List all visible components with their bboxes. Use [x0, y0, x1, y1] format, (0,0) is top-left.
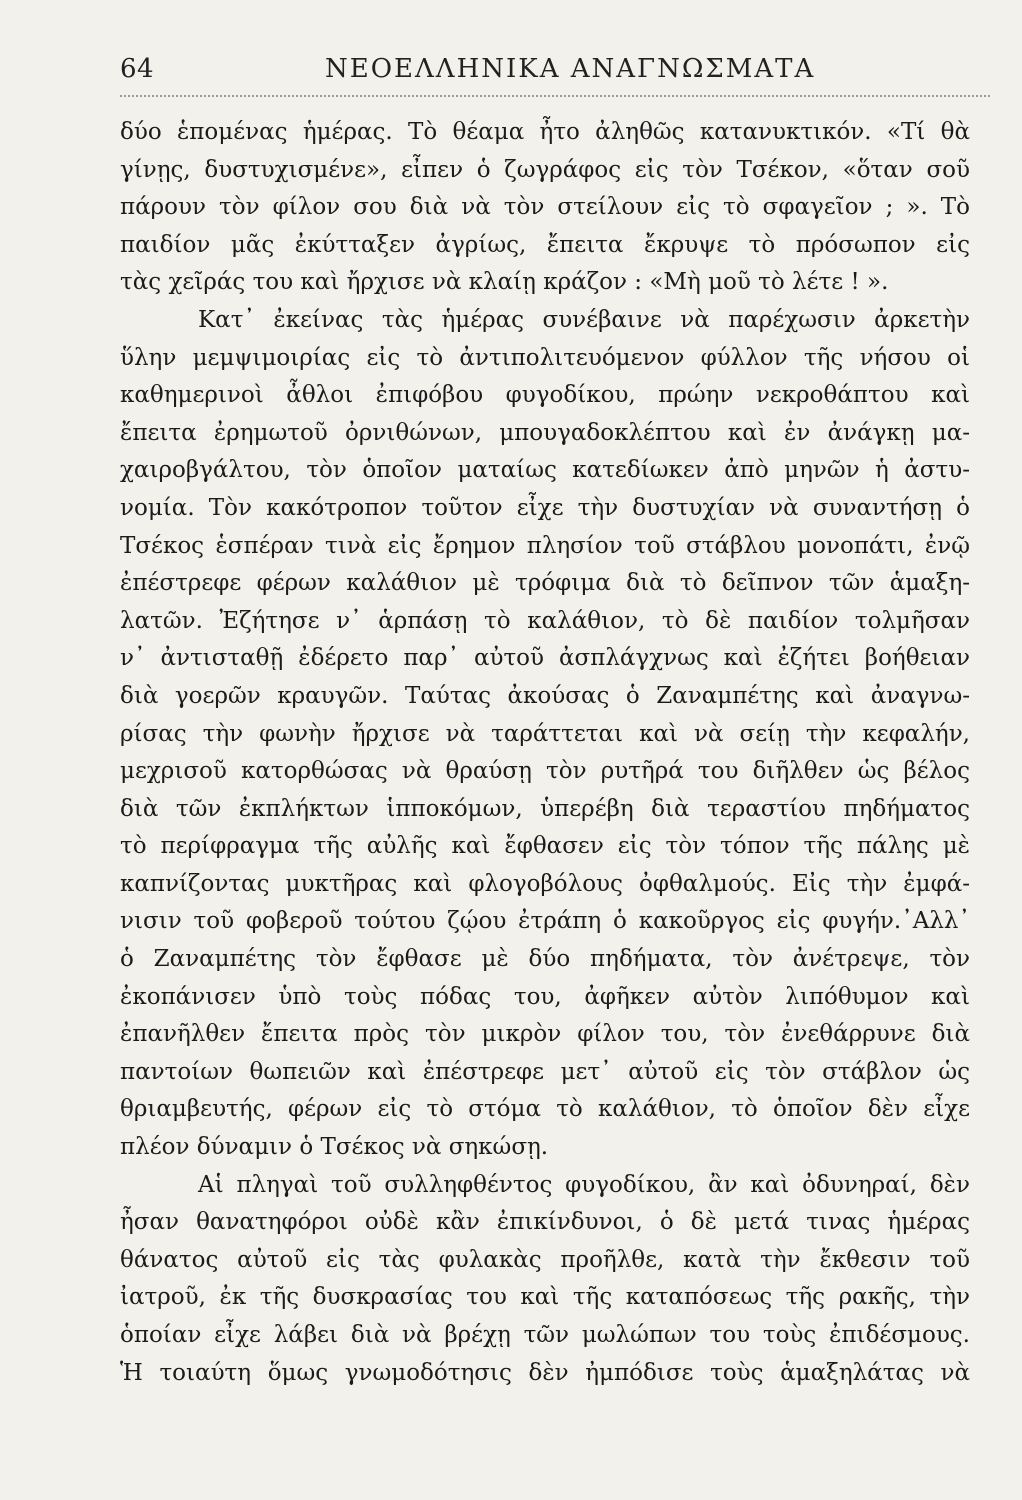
page-header [120, 48, 990, 92]
text-line: ἐπέστρεφε φέρων καλάθιον μὲ τρόφιμα διὰ τὸ δεῖπνον τῶν ἁμαξη- [120, 570, 970, 597]
text-line: νομία. Τὸν κακότροπον τοῦτον εἶχε τὴν δυστυχίαν νὰ συναντήσῃ ὁ [120, 494, 970, 521]
text-line: ὕλην μεμψιμοιρίας εἰς τὸ ἀντιπολιτευόμενον φύλλον τῆς νήσου οἱ [120, 344, 970, 371]
text-line: παιδίον μᾶς ἐκύτταξεν ἀγρίως, ἔπειτα ἔκρυψε τὸ πρόσωπον εἰς [120, 231, 970, 258]
text-line: μεχρισοῦ κατορθώσας νὰ θραύσῃ τὸν ρυτῆρά του διῆλθεν ὡς βέλος [120, 758, 970, 785]
page-number: 64 [120, 54, 155, 84]
text-line: λατῶν. Ἐζήτησε ν᾽ ἁρπάσῃ τὸ καλάθιον, τὸ δὲ παιδίον τολμῆσαν [120, 607, 970, 634]
text-line: πάρουν τὸν φίλον σου διὰ νὰ τὸν στείλουν εἰς τὸ σφαγεῖον ; ». Τὸ [120, 194, 970, 221]
text-line: ἐπανῆλθεν ἔπειτα πρὸς τὸν μικρὸν φίλον του, τὸν ἐνεθάρρυνε διὰ [120, 1021, 970, 1048]
text-line: ὁποίαν εἶχε λάβει διὰ νὰ βρέχῃ τῶν μωλώπων του τοὺς ἐπιδέσμους. [120, 1322, 970, 1348]
text-line: παντοίων θωπειῶν καὶ ἐπέστρεφε μετ᾽ αὐτοῦ εἰς τὸν στάβλον ὡς [120, 1058, 970, 1085]
text-line: ἐκοπάνισεν ὑπὸ τοὺς πόδας του, ἀφῆκεν αὐτὸν λιπόθυμον καὶ [120, 983, 970, 1010]
text-line: ρίσας τὴν φωνὴν ἤρχισε νὰ ταράττεται καὶ νὰ σείῃ τὴν κεφαλήν, [120, 720, 970, 747]
text-line: θριαμβευτής, φέρων εἰς τὸ στόμα τὸ καλάθιον, τὸ ὁποῖον δὲν εἶχε [120, 1096, 970, 1123]
header-divider [120, 95, 990, 97]
text-line: τὰς χεῖράς του καὶ ἤρχισε νὰ κλαίῃ κράζον : «Μὴ μοῦ τὸ λέτε ! ». [120, 269, 889, 296]
running-title: ΝΕΟΕΛΛΗΝΙΚΑ ΑΝΑΓΝΩΣΜΑΤΑ [325, 54, 816, 84]
text-line: Αἱ πληγαὶ τοῦ συλληφθέντος φυγοδίκου, ἂν καὶ ὀδυνηραί, δὲν [198, 1171, 970, 1198]
text-line: διὰ τῶν ἐκπλήκτων ἱπποκόμων, ὑπερέβη διὰ τεραστίου πηδήματος [120, 795, 970, 822]
text-line: τὸ περίφραγμα τῆς αὐλῆς καὶ ἔφθασεν εἰς τὸν τόπον τῆς πάλης μὲ [120, 833, 970, 860]
text-line: νισιν τοῦ φοβεροῦ τούτου ζῴου ἐτράπη ὁ κακοῦργος εἰς φυγήν.᾽Αλλ᾽ [120, 908, 970, 935]
text-line: δύο ἑπομένας ἡμέρας. Τὸ θέαμα ἦτο ἀληθῶς κατανυκτικόν. «Τί θὰ [120, 119, 970, 145]
text-line: διὰ γοερῶν κραυγῶν. Ταύτας ἀκούσας ὁ Ζαναμπέτης καὶ ἀναγνω- [120, 682, 970, 709]
text-line: καθημερινοὶ ἆθλοι ἐπιφόβου φυγοδίκου, πρώην νεκροθάπτου καὶ [120, 382, 970, 409]
text-line: γίνῃς, δυστυχισμένε», εἶπεν ὁ ζωγράφος εἰς τὸν Τσέκον, «ὅταν σοῦ [120, 156, 970, 183]
text-line: ἰατροῦ, ἐκ τῆς δυσκρασίας του καὶ τῆς καταπόσεως τῆς ρακῆς, τὴν [120, 1284, 970, 1311]
body-text [120, 114, 970, 1392]
text-line: ν᾽ ἀντισταθῇ ἐδέρετο παρ᾽ αὐτοῦ ἀσπλάγχνως καὶ ἐζήτει βοήθειαν [120, 645, 970, 672]
text-line: ἔπειτα ἐρημωτοῦ ὀρνιθώνων, μπουγαδοκλέπτου καὶ ἐν ἀνάγκῃ μα- [120, 419, 970, 446]
text-line: πλέον δύναμιν ὁ Τσέκος νὰ σηκώσῃ. [120, 1134, 549, 1161]
text-line: καπνίζοντας μυκτῆρας καὶ φλογοβόλους ὀφθαλμούς. Εἰς τὴν ἐμφά- [120, 870, 970, 897]
text-line: θάνατος αὐτοῦ εἰς τὰς φυλακὰς προῆλθε, κατὰ τὴν ἔκθεσιν τοῦ [120, 1246, 970, 1273]
text-line: ἦσαν θανατηφόροι οὐδὲ κἂν ἐπικίνδυνοι, ὁ δὲ μετά τινας ἡμέρας [120, 1209, 970, 1236]
text-line: Ἡ τοιαύτη ὅμως γνωμοδότησις δὲν ἠμπόδισε τοὺς ἁμαξηλάτας νὰ [120, 1359, 970, 1386]
text-line: ὁ Ζαναμπέτης τὸν ἔφθασε μὲ δύο πηδήματα, τὸν ἀνέτρεψε, τὸν [120, 946, 970, 973]
text-line: Τσέκος ἑσπέραν τινὰ εἰς ἔρημον πλησίον τοῦ στάβλου μονοπάτι, ἐνῷ [120, 532, 970, 559]
text-line: χαιροβγάλτου, τὸν ὁποῖον ματαίως κατεδίωκεν ἀπὸ μηνῶν ἡ ἀστυ- [120, 457, 970, 484]
text-line: Κατ᾽ ἐκείνας τὰς ἡμέρας συνέβαινε νὰ παρέχωσιν ἀρκετὴν [198, 306, 970, 333]
